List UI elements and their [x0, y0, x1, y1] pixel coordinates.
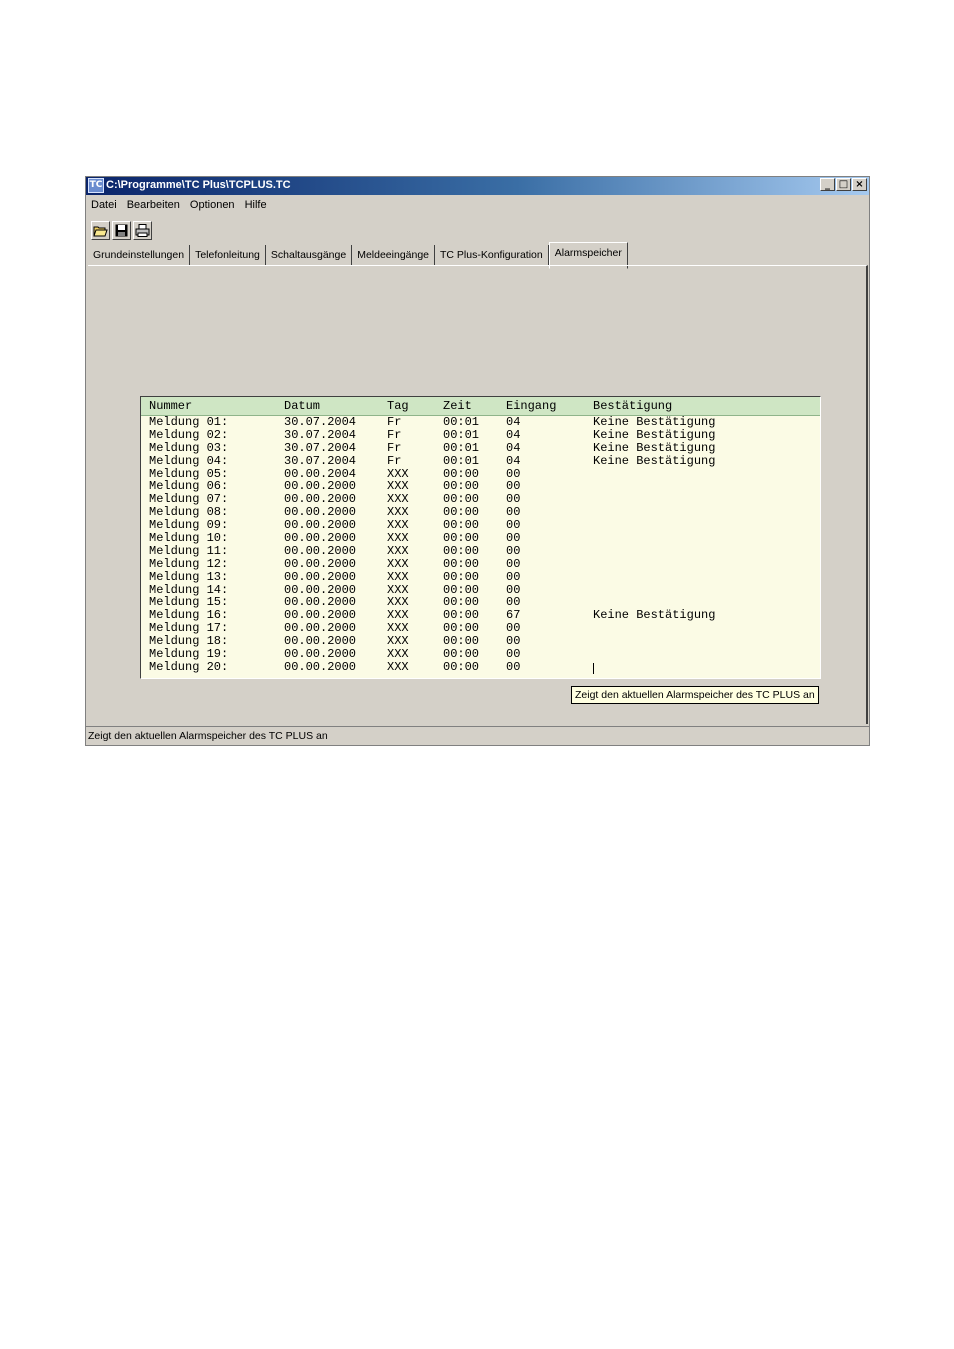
cell-datum: 00.00.2000 [284, 556, 357, 571]
cell-tag: Fr [387, 427, 402, 442]
tooltip: Zeigt den aktuellen Alarmspeicher des TC PLUS an [571, 686, 819, 704]
app-icon[interactable]: TC [88, 178, 104, 193]
cell-nummer: Meldung 05: [149, 466, 229, 481]
table-body [141, 416, 820, 674]
cell-bestaetigung: Keine Bestätigung [593, 440, 716, 455]
cell-bestaetigung: Keine Bestätigung [593, 415, 716, 429]
cell-datum: 30.07.2004 [284, 427, 357, 442]
cell-zeit: 00:01 [443, 440, 480, 455]
cell-eingang: 00 [506, 659, 521, 674]
cell-tag: Fr [387, 453, 402, 468]
cell-eingang: 00 [506, 569, 521, 584]
table-row[interactable] [141, 558, 820, 571]
cell-datum: 00.00.2000 [284, 531, 357, 546]
cell-tag: XXX [387, 569, 409, 584]
table-header [141, 397, 820, 416]
cell-nummer: Meldung 15: [149, 595, 229, 610]
cell-datum: 00.00.2000 [284, 608, 357, 623]
cell-nummer: Meldung 13: [149, 569, 229, 584]
table-row[interactable] [141, 442, 820, 455]
maximize-icon[interactable]: □ [836, 178, 851, 191]
cell-tag: XXX [387, 647, 409, 662]
cell-nummer: Meldung 12: [149, 556, 229, 571]
window-title: C:\Programme\TC Plus\TCPLUS.TC [106, 179, 291, 191]
table-row[interactable] [141, 648, 820, 661]
table-row[interactable] [141, 519, 820, 532]
cell-datum: 30.07.2004 [284, 440, 357, 455]
cell-datum: 30.07.2004 [284, 453, 357, 468]
cell-nummer: Meldung 14: [149, 582, 229, 597]
cell-nummer: Meldung 17: [149, 621, 229, 636]
cell-datum: 30.07.2004 [284, 415, 357, 429]
cell-nummer: Meldung 11: [149, 543, 229, 558]
cell-nummer: Meldung 08: [149, 505, 229, 520]
cell-tag: XXX [387, 634, 409, 649]
cell-zeit: 00:01 [443, 415, 480, 429]
cell-nummer: Meldung 04: [149, 453, 229, 468]
cell-datum: 00.00.2000 [284, 621, 357, 636]
cell-zeit: 00:00 [443, 531, 480, 546]
table-row[interactable] [141, 416, 820, 429]
cell-datum: 00.00.2000 [284, 492, 357, 507]
cell-eingang: 00 [506, 595, 521, 610]
cell-zeit: 00:00 [443, 621, 480, 636]
cell-eingang: 00 [506, 647, 521, 662]
cell-eingang: 00 [506, 634, 521, 649]
header-tag: Tag [387, 399, 409, 413]
cell-eingang: 00 [506, 518, 521, 533]
cell-tag: XXX [387, 531, 409, 546]
cell-tag: XXX [387, 479, 409, 494]
save-icon[interactable] [112, 221, 131, 240]
cell-zeit: 00:00 [443, 608, 480, 623]
cell-nummer: Meldung 02: [149, 427, 229, 442]
app-window [85, 176, 870, 746]
cell-nummer: Meldung 07: [149, 492, 229, 507]
close-icon[interactable]: × [852, 178, 867, 191]
cell-tag: XXX [387, 543, 409, 558]
header-zeit: Zeit [443, 399, 472, 413]
cell-eingang: 00 [506, 479, 521, 494]
cell-nummer: Meldung 01: [149, 415, 229, 429]
text-caret [593, 663, 594, 674]
cell-datum: 00.00.2000 [284, 518, 357, 533]
cell-tag: XXX [387, 466, 409, 481]
cell-zeit: 00:00 [443, 647, 480, 662]
cell-nummer: Meldung 20: [149, 659, 229, 674]
cell-eingang: 00 [506, 543, 521, 558]
cell-tag: Fr [387, 415, 402, 429]
minimize-icon[interactable]: _ [820, 178, 835, 191]
cell-tag: XXX [387, 608, 409, 623]
cell-nummer: Meldung 18: [149, 634, 229, 649]
cell-zeit: 00:00 [443, 582, 480, 597]
cell-eingang: 00 [506, 556, 521, 571]
cell-zeit: 00:00 [443, 492, 480, 507]
cell-zeit: 00:00 [443, 466, 480, 481]
cell-bestaetigung: Keine Bestätigung [593, 608, 716, 623]
header-datum: Datum [284, 399, 321, 413]
cell-datum: 00.00.2000 [284, 479, 357, 494]
alarm-table[interactable] [140, 396, 821, 679]
table-row[interactable] [141, 661, 820, 674]
table-row[interactable] [141, 609, 820, 622]
cell-tag: XXX [387, 492, 409, 507]
cell-nummer: Meldung 19: [149, 647, 229, 662]
cell-eingang: 00 [506, 621, 521, 636]
cell-zeit: 00:00 [443, 505, 480, 520]
cell-datum: 00.00.2000 [284, 543, 357, 558]
cell-eingang: 04 [506, 415, 521, 429]
cell-tag: Fr [387, 440, 402, 455]
cell-eingang: 04 [506, 440, 521, 455]
tab-panel [88, 265, 868, 724]
tab-alarmspeicher[interactable]: Alarmspeicher [549, 242, 628, 269]
cell-zeit: 00:00 [443, 595, 480, 610]
cell-zeit: 00:00 [443, 659, 480, 674]
tab-telefonleitung[interactable]: Telefonleitung [190, 245, 266, 266]
table-row[interactable] [141, 506, 820, 519]
title-bar[interactable] [86, 177, 869, 195]
table-row[interactable] [141, 596, 820, 609]
status-bar: Zeigt den aktuellen Alarmspeicher des TC PLUS an [86, 726, 869, 745]
open-folder-icon[interactable] [91, 221, 110, 240]
print-icon[interactable] [133, 221, 152, 240]
cell-zeit: 00:00 [443, 569, 480, 584]
table-row[interactable] [141, 584, 820, 597]
table-row[interactable] [141, 429, 820, 442]
menu-hilfe[interactable]: Hilfe [244, 199, 267, 211]
cell-eingang: 00 [506, 492, 521, 507]
cell-zeit: 00:00 [443, 634, 480, 649]
table-row[interactable] [141, 622, 820, 635]
table-row[interactable] [141, 468, 820, 481]
cell-nummer: Meldung 03: [149, 440, 229, 455]
menu-bearbeiten[interactable]: Bearbeiten [126, 199, 180, 211]
header-eingang: Eingang [506, 399, 557, 413]
cell-nummer: Meldung 10: [149, 531, 229, 546]
table-row[interactable] [141, 635, 820, 648]
cell-zeit: 00:00 [443, 556, 480, 571]
cell-datum: 00.00.2000 [284, 634, 357, 649]
cell-eingang: 00 [506, 505, 521, 520]
cell-datum: 00.00.2000 [284, 595, 357, 610]
cell-tag: XXX [387, 505, 409, 520]
cell-datum: 00.00.2000 [284, 647, 357, 662]
table-row[interactable] [141, 493, 820, 506]
cell-tag: XXX [387, 556, 409, 571]
cell-tag: XXX [387, 621, 409, 636]
cell-zeit: 00:00 [443, 518, 480, 533]
cell-datum: 00.00.2000 [284, 569, 357, 584]
menu-bar [86, 196, 272, 214]
cell-nummer: Meldung 16: [149, 608, 229, 623]
header-bestaetigung: Bestätigung [593, 399, 673, 413]
cell-eingang: 00 [506, 531, 521, 546]
cell-zeit: 00:01 [443, 453, 480, 468]
tab-schaltausgaenge[interactable]: Schaltausgänge [266, 245, 352, 266]
table-row[interactable] [141, 480, 820, 493]
menu-datei[interactable]: Datei [91, 199, 117, 211]
cell-eingang: 00 [506, 466, 521, 481]
tab-grundeinstellungen[interactable]: Grundeinstellungen [88, 245, 190, 266]
cell-tag: XXX [387, 582, 409, 597]
cell-eingang: 67 [506, 608, 521, 623]
tab-meldeeingaenge[interactable]: Meldeeingänge [352, 245, 435, 266]
cell-tag: XXX [387, 595, 409, 610]
menu-optionen[interactable]: Optionen [189, 199, 235, 211]
table-row[interactable] [141, 455, 820, 468]
cell-zeit: 00:00 [443, 543, 480, 558]
table-row[interactable] [141, 532, 820, 545]
tab-strip [88, 245, 628, 266]
cell-eingang: 04 [506, 427, 521, 442]
cell-datum: 00.00.2000 [284, 582, 357, 597]
cell-tag: XXX [387, 659, 409, 674]
cell-datum: 00.00.2000 [284, 659, 357, 674]
cell-datum: 00.00.2004 [284, 466, 357, 481]
cell-zeit: 00:01 [443, 427, 480, 442]
tab-tc-plus-konfiguration[interactable]: TC Plus-Konfiguration [435, 245, 549, 266]
cell-zeit: 00:00 [443, 479, 480, 494]
cell-tag: XXX [387, 518, 409, 533]
table-row[interactable] [141, 545, 820, 558]
table-row[interactable] [141, 571, 820, 584]
cell-eingang: 00 [506, 582, 521, 597]
cell-eingang: 04 [506, 453, 521, 468]
cell-bestaetigung: Keine Bestätigung [593, 453, 716, 468]
cell-nummer: Meldung 09: [149, 518, 229, 533]
cell-datum: 00.00.2000 [284, 505, 357, 520]
cell-nummer: Meldung 06: [149, 479, 229, 494]
header-nummer: Nummer [149, 399, 193, 413]
cell-bestaetigung: Keine Bestätigung [593, 427, 716, 442]
toolbar [91, 221, 152, 240]
